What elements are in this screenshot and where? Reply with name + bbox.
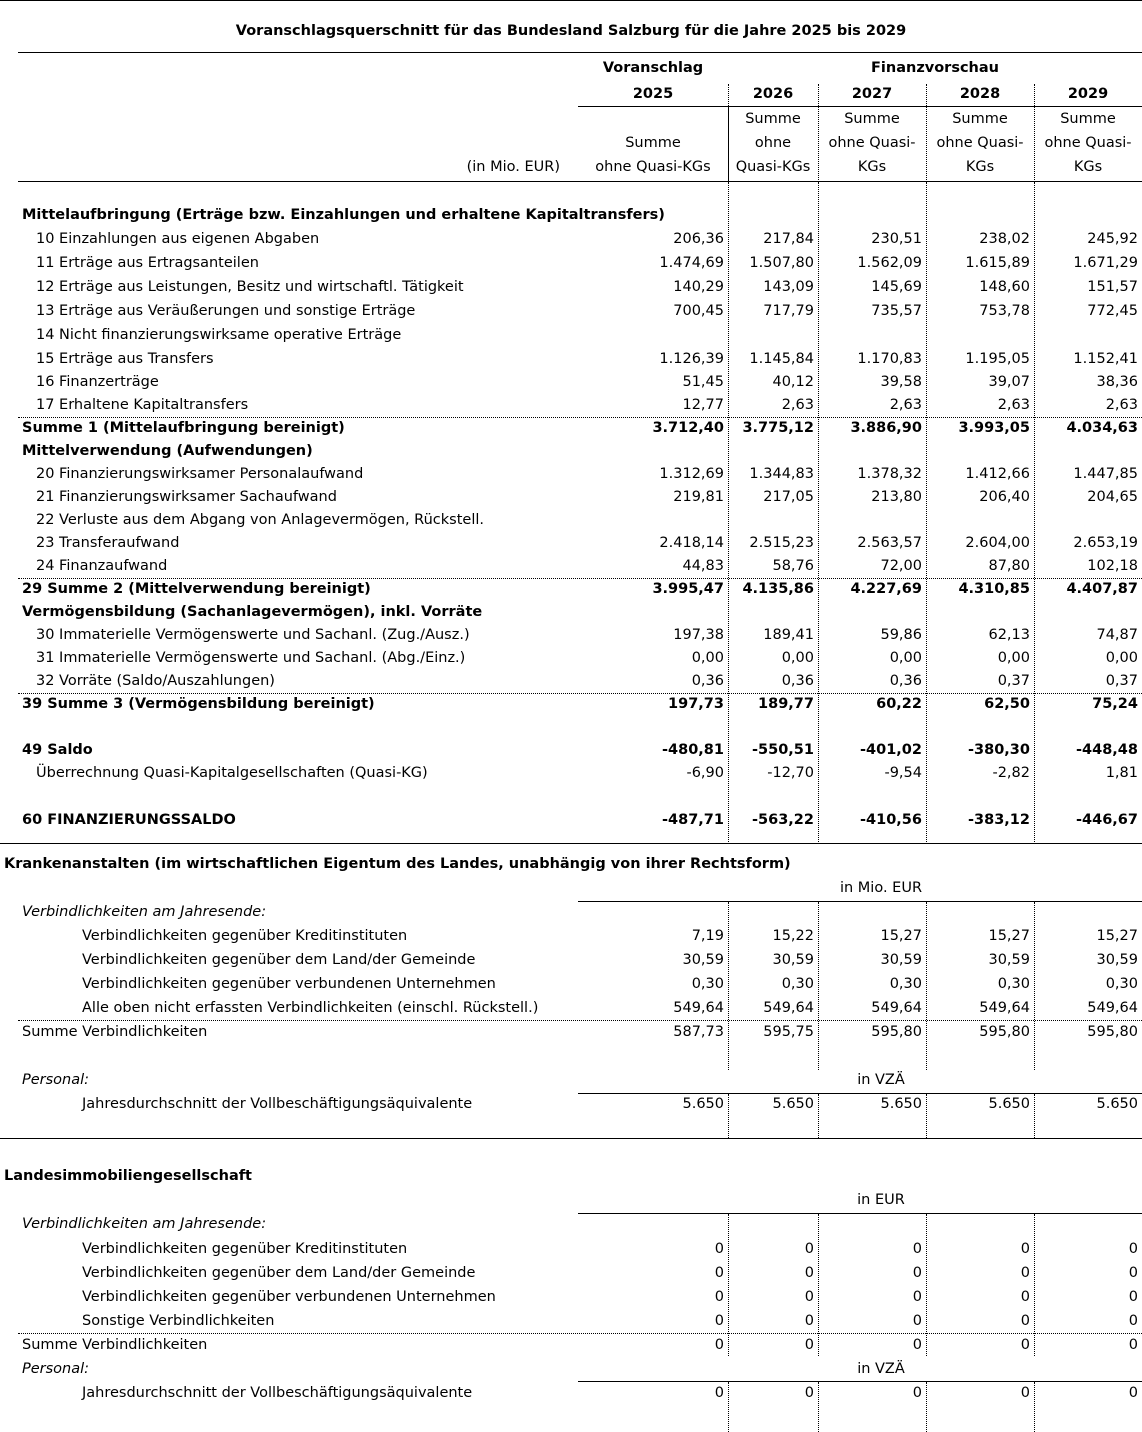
cell-value: 5.650 bbox=[1096, 1096, 1138, 1112]
cell-value: 5.650 bbox=[682, 1096, 724, 1112]
cell-value: 0,00 bbox=[781, 650, 814, 666]
sum-row-label: 29 Summe 2 (Mittelverwendung bereinigt) bbox=[22, 581, 371, 597]
cell-value: 0 bbox=[714, 1289, 724, 1305]
cell-value: 0,30 bbox=[1105, 976, 1138, 992]
cell-value: 30,59 bbox=[880, 952, 922, 968]
unit-label: (in Mio. EUR) bbox=[466, 159, 560, 175]
cell-value: -401,02 bbox=[860, 742, 922, 758]
cell-value: 206,36 bbox=[673, 231, 724, 247]
cell-value: 700,45 bbox=[673, 303, 724, 319]
liability-label: Verbindlichkeiten gegenüber verbundenen Unternehmen bbox=[82, 976, 496, 992]
cell-value: 1.152,41 bbox=[1073, 351, 1138, 367]
sum-row-label: 49 Saldo bbox=[22, 742, 93, 758]
col-divider bbox=[926, 1382, 927, 1432]
cell-value: 217,84 bbox=[763, 231, 814, 247]
cell-value: 0 bbox=[804, 1313, 814, 1329]
row-label: 13 Erträge aus Veräußerungen und sonstige Erträge bbox=[36, 303, 416, 319]
cell-value: 753,78 bbox=[979, 303, 1030, 319]
section-rule bbox=[578, 1213, 1142, 1214]
cell-value: 3.712,40 bbox=[652, 420, 724, 436]
cell-value: 549,64 bbox=[979, 1000, 1030, 1016]
subheader-line: Summe bbox=[844, 111, 900, 127]
subheader-line: ohne bbox=[754, 135, 792, 151]
cell-value: 30,59 bbox=[1096, 952, 1138, 968]
cell-value: 0 bbox=[804, 1289, 814, 1305]
col-divider bbox=[818, 1214, 819, 1356]
cell-value: 58,76 bbox=[772, 558, 814, 574]
cell-value: 0 bbox=[912, 1337, 922, 1353]
section-title: Krankenanstalten (im wirtschaftlichen Eigentum des Landes, unabhängig von ihrer Rechtsform) bbox=[4, 856, 791, 872]
col-divider bbox=[818, 1382, 819, 1432]
subheader-line: ohne Quasi- bbox=[936, 135, 1024, 151]
liabilities-heading: Verbindlichkeiten am Jahresende: bbox=[22, 904, 267, 920]
cell-value: 62,13 bbox=[988, 627, 1030, 643]
row-label: 17 Erhaltene Kapitaltransfers bbox=[36, 397, 249, 413]
col-divider bbox=[728, 1382, 729, 1432]
cell-value: 15,27 bbox=[988, 928, 1030, 944]
cell-value: 5.650 bbox=[880, 1096, 922, 1112]
cell-value: 30,59 bbox=[682, 952, 724, 968]
sum-liabilities-label: Summe Verbindlichkeiten bbox=[22, 1337, 208, 1353]
cell-value: 7,19 bbox=[691, 928, 724, 944]
liability-label: Verbindlichkeiten gegenüber dem Land/der Gemeinde bbox=[82, 952, 476, 968]
cell-value: 0 bbox=[1020, 1289, 1030, 1305]
cell-value: 549,64 bbox=[1087, 1000, 1138, 1016]
cell-value: 2.515,23 bbox=[749, 535, 814, 551]
col-divider bbox=[926, 1214, 927, 1356]
page-title: Voranschlagsquerschnitt für das Bundesland Salzburg für die Jahre 2025 bis 2029 bbox=[235, 23, 907, 39]
cell-value: 1.507,80 bbox=[749, 255, 814, 271]
cell-value: 5.650 bbox=[988, 1096, 1030, 1112]
year-2027: 2027 bbox=[851, 86, 893, 102]
cell-value: 151,57 bbox=[1087, 279, 1138, 295]
cell-value: 219,81 bbox=[673, 489, 724, 505]
col-divider bbox=[818, 902, 819, 1070]
cell-value: -446,67 bbox=[1076, 812, 1138, 828]
cell-value: 44,83 bbox=[682, 558, 724, 574]
cell-value: 1.145,84 bbox=[749, 351, 814, 367]
section-rule bbox=[578, 1381, 1142, 1382]
liability-label: Verbindlichkeiten gegenüber Kreditinstituten bbox=[82, 1241, 408, 1257]
cell-value: 2,63 bbox=[889, 397, 922, 413]
subheader-line: Summe bbox=[1060, 111, 1116, 127]
liability-label: Alle oben nicht erfassten Verbindlichkeiten (einschl. Rückstell.) bbox=[82, 1000, 539, 1016]
cell-value: 39,07 bbox=[988, 374, 1030, 390]
cell-value: 189,77 bbox=[758, 696, 814, 712]
col-divider bbox=[728, 182, 729, 844]
cell-value: 39,58 bbox=[880, 374, 922, 390]
subheader-line: Summe bbox=[625, 135, 681, 151]
personal-unit: in VZÄ bbox=[857, 1072, 905, 1088]
year-2029: 2029 bbox=[1067, 86, 1109, 102]
cell-value: 59,86 bbox=[880, 627, 922, 643]
cell-value: 3.886,90 bbox=[850, 420, 922, 436]
cell-value: -2,82 bbox=[992, 765, 1030, 781]
cell-value: 772,45 bbox=[1087, 303, 1138, 319]
row-label: 14 Nicht finanzierungswirksame operative Erträge bbox=[36, 327, 402, 343]
cell-value: 3.993,05 bbox=[958, 420, 1030, 436]
cell-value: 4.407,87 bbox=[1066, 581, 1138, 597]
cell-value: 1.170,83 bbox=[857, 351, 922, 367]
subheader-line: Quasi-KGs bbox=[735, 159, 811, 175]
section-rule bbox=[578, 901, 1142, 902]
cell-value: -9,54 bbox=[884, 765, 922, 781]
cell-value: 549,64 bbox=[871, 1000, 922, 1016]
header-voranschlag: Voranschlag bbox=[602, 60, 704, 76]
cell-value: 0 bbox=[714, 1241, 724, 1257]
row-label: 16 Finanzerträge bbox=[36, 374, 159, 390]
cell-value: 60,22 bbox=[876, 696, 922, 712]
cell-value: 102,18 bbox=[1087, 558, 1138, 574]
cell-value: 0 bbox=[714, 1313, 724, 1329]
col-divider bbox=[728, 1094, 729, 1138]
cell-value: 0,00 bbox=[889, 650, 922, 666]
year-2026: 2026 bbox=[752, 86, 794, 102]
col-divider bbox=[1034, 1094, 1035, 1138]
cell-value: 1,81 bbox=[1105, 765, 1138, 781]
cell-value: -480,81 bbox=[662, 742, 724, 758]
cell-value: 595,80 bbox=[979, 1024, 1030, 1040]
sum-row-label: 39 Summe 3 (Vermögensbildung bereinigt) bbox=[22, 696, 375, 712]
col-divider bbox=[818, 1094, 819, 1138]
cell-value: 0,36 bbox=[781, 673, 814, 689]
cell-value: 0,37 bbox=[997, 673, 1030, 689]
cell-value: 140,29 bbox=[673, 279, 724, 295]
subheader-line: Summe bbox=[952, 111, 1008, 127]
row-label: 31 Immaterielle Vermögenswerte und Sachanl. (Abg./Einz.) bbox=[36, 650, 466, 666]
cell-value: 0 bbox=[804, 1385, 814, 1401]
subheader-line: ohne Quasi-KGs bbox=[595, 159, 711, 175]
cell-value: 1.474,69 bbox=[659, 255, 724, 271]
cell-value: 1.195,05 bbox=[965, 351, 1030, 367]
cell-value: 0 bbox=[1020, 1313, 1030, 1329]
row-label: 32 Vorräte (Saldo/Auszahlungen) bbox=[36, 673, 275, 689]
cell-value: 0 bbox=[1128, 1385, 1138, 1401]
col-divider bbox=[1034, 182, 1035, 844]
cell-value: 5.650 bbox=[772, 1096, 814, 1112]
cell-value: 595,80 bbox=[871, 1024, 922, 1040]
cell-value: 0,00 bbox=[997, 650, 1030, 666]
cell-value: 3.775,12 bbox=[742, 420, 814, 436]
cell-value: 15,27 bbox=[880, 928, 922, 944]
cell-value: 0,30 bbox=[889, 976, 922, 992]
cell-value: -380,30 bbox=[968, 742, 1030, 758]
cell-value: -410,56 bbox=[860, 812, 922, 828]
cell-value: 595,75 bbox=[763, 1024, 814, 1040]
cell-value: 15,22 bbox=[772, 928, 814, 944]
cell-value: 0 bbox=[1128, 1289, 1138, 1305]
col-divider bbox=[728, 902, 729, 1070]
cell-value: 549,64 bbox=[673, 1000, 724, 1016]
cell-value: 0 bbox=[804, 1337, 814, 1353]
cell-value: 0,00 bbox=[1105, 650, 1138, 666]
cell-value: 0 bbox=[1128, 1313, 1138, 1329]
header-finanzvorschau: Finanzvorschau bbox=[871, 60, 999, 76]
cell-value: 72,00 bbox=[880, 558, 922, 574]
section-heading: Mittelaufbringung (Erträge bzw. Einzahlungen und erhaltene Kapitaltransfers) bbox=[22, 207, 665, 223]
cell-value: 1.671,29 bbox=[1073, 255, 1138, 271]
row-label: 23 Transferaufwand bbox=[36, 535, 180, 551]
cell-value: 87,80 bbox=[988, 558, 1030, 574]
cell-value: 0 bbox=[912, 1289, 922, 1305]
year-2028: 2028 bbox=[959, 86, 1001, 102]
liabilities-heading: Verbindlichkeiten am Jahresende: bbox=[22, 1216, 267, 1232]
cell-value: 1.312,69 bbox=[659, 466, 724, 482]
cell-value: 4.310,85 bbox=[958, 581, 1030, 597]
subheader-line: ohne Quasi- bbox=[1044, 135, 1132, 151]
cell-value: 0,00 bbox=[691, 650, 724, 666]
personal-heading: Personal: bbox=[22, 1361, 90, 1377]
cell-value: 217,05 bbox=[763, 489, 814, 505]
cell-value: 549,64 bbox=[763, 1000, 814, 1016]
liability-label: Verbindlichkeiten gegenüber Kreditinstituten bbox=[82, 928, 408, 944]
cell-value: 0 bbox=[714, 1337, 724, 1353]
sum-row-label: Summe 1 (Mittelaufbringung bereinigt) bbox=[22, 420, 345, 436]
cell-value: 51,45 bbox=[682, 374, 724, 390]
cell-value: 1.447,85 bbox=[1073, 466, 1138, 482]
section-heading: Vermögensbildung (Sachanlagevermögen), inkl. Vorräte bbox=[22, 604, 483, 620]
personal-unit: in VZÄ bbox=[857, 1361, 905, 1377]
cell-value: 1.126,39 bbox=[659, 351, 724, 367]
cell-value: 30,59 bbox=[988, 952, 1030, 968]
col-divider bbox=[818, 84, 819, 182]
cell-value: 0,36 bbox=[691, 673, 724, 689]
section-unit: in Mio. EUR bbox=[839, 880, 923, 896]
cell-value: 238,02 bbox=[979, 231, 1030, 247]
cell-value: 2,63 bbox=[781, 397, 814, 413]
cell-value: 2.418,14 bbox=[659, 535, 724, 551]
cell-value: 1.412,66 bbox=[965, 466, 1030, 482]
col-divider bbox=[926, 902, 927, 1070]
cell-value: 0,36 bbox=[889, 673, 922, 689]
cell-value: 1.378,32 bbox=[857, 466, 922, 482]
col-divider bbox=[1034, 1382, 1035, 1432]
section-title: Landesimmobiliengesellschaft bbox=[4, 1168, 252, 1184]
cell-value: -448,48 bbox=[1076, 742, 1138, 758]
cell-value: 0 bbox=[1020, 1337, 1030, 1353]
cell-value: 4.034,63 bbox=[1066, 420, 1138, 436]
cell-value: 0 bbox=[714, 1385, 724, 1401]
cell-value: 75,24 bbox=[1092, 696, 1138, 712]
cell-value: 0 bbox=[804, 1241, 814, 1257]
cell-value: 2.653,19 bbox=[1073, 535, 1138, 551]
cell-value: 717,79 bbox=[763, 303, 814, 319]
cell-value: 0 bbox=[912, 1313, 922, 1329]
section-heading: Mittelverwendung (Aufwendungen) bbox=[22, 443, 313, 459]
vza-label: Jahresdurchschnitt der Vollbeschäftigungsäquivalente bbox=[82, 1385, 473, 1401]
cell-value: 735,57 bbox=[871, 303, 922, 319]
cell-value: 1.344,83 bbox=[749, 466, 814, 482]
cell-value: 197,38 bbox=[673, 627, 724, 643]
sum-rule bbox=[18, 693, 1142, 694]
cell-value: 2,63 bbox=[997, 397, 1030, 413]
cell-value: 4.227,69 bbox=[850, 581, 922, 597]
cell-value: 0 bbox=[912, 1385, 922, 1401]
row-label: 11 Erträge aus Ertragsanteilen bbox=[36, 255, 259, 271]
row-label: 24 Finanzaufwand bbox=[36, 558, 168, 574]
vza-label: Jahresdurchschnitt der Vollbeschäftigungsäquivalente bbox=[82, 1096, 473, 1112]
section-rule bbox=[0, 843, 1142, 844]
cell-value: 1.562,09 bbox=[857, 255, 922, 271]
col-divider bbox=[818, 182, 819, 844]
cell-value: 204,65 bbox=[1087, 489, 1138, 505]
cell-value: 12,77 bbox=[682, 397, 724, 413]
cell-value: 595,80 bbox=[1087, 1024, 1138, 1040]
row-label: 15 Erträge aus Transfers bbox=[36, 351, 214, 367]
row-label: 10 Einzahlungen aus eigenen Abgaben bbox=[36, 231, 320, 247]
cell-value: 2.604,00 bbox=[965, 535, 1030, 551]
personal-heading: Personal: bbox=[22, 1072, 90, 1088]
sum-row-label: 60 FINANZIERUNGSSALDO bbox=[22, 812, 236, 828]
subheader-line: KGs bbox=[965, 159, 995, 175]
cell-value: 2,63 bbox=[1105, 397, 1138, 413]
cell-value: 0 bbox=[912, 1265, 922, 1281]
sum-rule bbox=[18, 1020, 1142, 1021]
row-label: 21 Finanzierungswirksamer Sachaufwand bbox=[36, 489, 337, 505]
cell-value: 0,30 bbox=[691, 976, 724, 992]
cell-value: 197,73 bbox=[668, 696, 724, 712]
cell-value: 587,73 bbox=[673, 1024, 724, 1040]
row-label: 30 Immaterielle Vermögenswerte und Sachanl. (Zug./Ausz.) bbox=[36, 627, 470, 643]
col-divider bbox=[926, 182, 927, 844]
cell-value: 40,12 bbox=[772, 374, 814, 390]
col-divider bbox=[1034, 902, 1035, 1070]
row-label: 12 Erträge aus Leistungen, Besitz und wirtschaftl. Tätigkeit bbox=[36, 279, 464, 295]
cell-value: -6,90 bbox=[686, 765, 724, 781]
cell-value: 0 bbox=[912, 1241, 922, 1257]
section-unit: in EUR bbox=[857, 1192, 905, 1208]
cell-value: -487,71 bbox=[662, 812, 724, 828]
col-divider bbox=[926, 84, 927, 182]
cell-value: 245,92 bbox=[1087, 231, 1138, 247]
subheader-line: ohne Quasi- bbox=[828, 135, 916, 151]
row-label: 22 Verluste aus dem Abgang von Anlagevermögen, Rückstell. bbox=[36, 512, 484, 528]
cell-value: 0 bbox=[1128, 1265, 1138, 1281]
cell-value: 0,37 bbox=[1105, 673, 1138, 689]
cell-value: -550,51 bbox=[752, 742, 814, 758]
col-divider bbox=[1034, 84, 1035, 182]
cell-value: 2.563,57 bbox=[857, 535, 922, 551]
subheader-line: KGs bbox=[857, 159, 887, 175]
cell-value: 0 bbox=[1020, 1241, 1030, 1257]
cell-value: 143,09 bbox=[763, 279, 814, 295]
cell-value: 0 bbox=[804, 1265, 814, 1281]
cell-value: 3.995,47 bbox=[652, 581, 724, 597]
liability-label: Verbindlichkeiten gegenüber verbundenen Unternehmen bbox=[82, 1289, 496, 1305]
cell-value: 0 bbox=[1128, 1337, 1138, 1353]
sum-liabilities-label: Summe Verbindlichkeiten bbox=[22, 1024, 208, 1040]
liability-label: Verbindlichkeiten gegenüber dem Land/der Gemeinde bbox=[82, 1265, 476, 1281]
col-divider-solid bbox=[728, 106, 729, 182]
cell-value: 0 bbox=[714, 1265, 724, 1281]
cell-value: 0,30 bbox=[997, 976, 1030, 992]
cell-value: 145,69 bbox=[871, 279, 922, 295]
sum-rule bbox=[18, 417, 1142, 418]
liability-label: Sonstige Verbindlichkeiten bbox=[82, 1313, 275, 1329]
year-2025: 2025 bbox=[632, 86, 674, 102]
cell-value: 0 bbox=[1128, 1241, 1138, 1257]
cell-value: 1.615,89 bbox=[965, 255, 1030, 271]
col-divider bbox=[926, 1094, 927, 1138]
cell-value: 213,80 bbox=[871, 489, 922, 505]
cell-value: 15,27 bbox=[1096, 928, 1138, 944]
section-rule bbox=[0, 1138, 1142, 1139]
cell-value: 30,59 bbox=[772, 952, 814, 968]
cell-value: 38,36 bbox=[1096, 374, 1138, 390]
row-label: Überrechnung Quasi-Kapitalgesellschaften (Quasi-KG) bbox=[36, 765, 428, 781]
cell-value: 206,40 bbox=[979, 489, 1030, 505]
sum-rule bbox=[18, 1333, 1142, 1334]
cell-value: -12,70 bbox=[767, 765, 814, 781]
subheader-line: Summe bbox=[745, 111, 801, 127]
cell-value: 230,51 bbox=[871, 231, 922, 247]
cell-value: 74,87 bbox=[1096, 627, 1138, 643]
cell-value: -383,12 bbox=[968, 812, 1030, 828]
cell-value: 4.135,86 bbox=[742, 581, 814, 597]
cell-value: 189,41 bbox=[763, 627, 814, 643]
cell-value: 0 bbox=[1020, 1265, 1030, 1281]
cell-value: 0,30 bbox=[781, 976, 814, 992]
cell-value: 148,60 bbox=[979, 279, 1030, 295]
cell-value: -563,22 bbox=[752, 812, 814, 828]
sum-rule bbox=[18, 578, 1142, 579]
subheader-line: KGs bbox=[1073, 159, 1103, 175]
col-divider bbox=[1034, 1214, 1035, 1356]
cell-value: 0 bbox=[1020, 1385, 1030, 1401]
row-label: 20 Finanzierungswirksamer Personalaufwand bbox=[36, 466, 364, 482]
cell-value: 62,50 bbox=[984, 696, 1030, 712]
col-divider bbox=[728, 1214, 729, 1356]
